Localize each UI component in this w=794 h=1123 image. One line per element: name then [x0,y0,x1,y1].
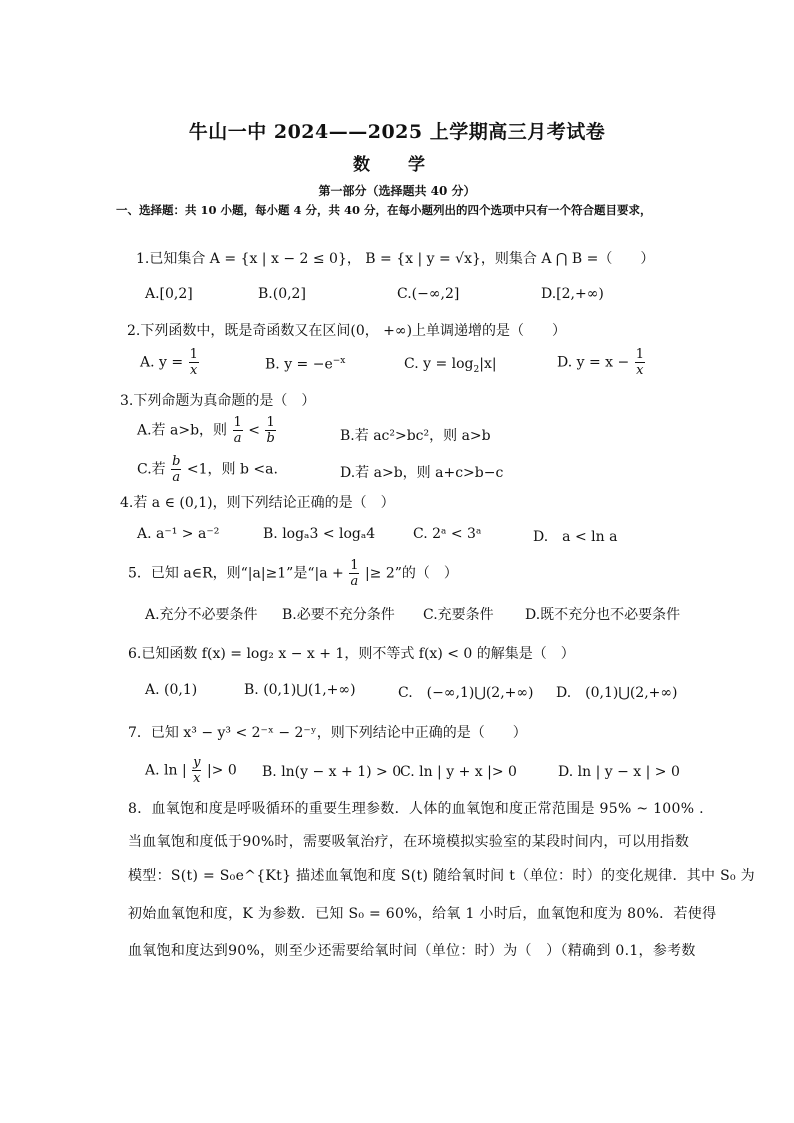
question-1-option-d: D.[2,+∞) [541,286,604,302]
fraction-denominator: a [233,431,242,446]
question-8-line-5: 血氧饱和度达到90%，则至少还需要给氧时间（单位：时）为（ ）（精确到 0.1，参考数 [128,943,696,959]
question-3-option-a-prefix: A.若 a>b，则 [137,422,228,439]
question-6-option-c: C. (−∞,1)⋃(2,+∞) [398,685,534,701]
question-6-option-a: A. (0,1) [145,682,198,698]
question-3-option-a-fraction-1 [233,416,243,445]
question-8-line-4: 初始血氧饱和度，K 为参数．已知 S₀ = 60%，给氧 1 小时后，血氧饱和度为 80%．若使得 [128,906,717,922]
question-8-line-3: 模型：S(t) = S₀e^{Kt} 描述血氧饱和度 S(t) 随给氧时间 t（单位：时）的变化规律．其中 S₀ 为 [128,868,755,884]
question-2-option-d-prefix: D. y = x − [557,354,630,371]
question-5-stem-suffix: |≥ 2”的（ ） [364,565,458,582]
question-4-option-d: D. a < ln a [533,529,618,545]
fraction-numerator: 1 [266,415,275,430]
question-2-option-b [265,356,345,373]
question-3-option-c [137,455,278,484]
fraction-numerator: b [172,454,181,469]
question-3-option-a [137,416,277,445]
question-1-option-b: B.(0,2] [258,286,306,302]
question-1-option-c: C.(−∞,2] [397,286,460,302]
fraction-numerator: 1 [189,347,198,362]
question-8-line-2: 当血氧饱和度低于90%时，需要吸氧治疗，在环境模拟实验室的某段时间内，可以用指数 [128,834,690,850]
question-3-option-b: B.若 ac²>bc²，则 a>b [340,428,491,444]
question-3-option-d: D.若 a>b，则 a+c>b−c [340,465,504,481]
question-2-stem: 2.下列函数中，既是奇函数又在区间(0， +∞)上单调递增的是（ ） [127,323,567,339]
fraction-denominator: x [190,363,198,378]
question-6-option-d: D. (0,1)⋃(2,+∞) [556,685,678,701]
question-5-option-b: B.必要不充分条件 [282,607,395,623]
fraction-denominator: x [193,771,201,786]
exam-title: 牛山一中 2024——2025 上学期高三月考试卷 [188,121,606,143]
question-6-stem: 6.已知函数 f(x) = log₂ x − x + 1，则不等式 f(x) < 0 的解集是（ ） [128,646,575,662]
question-5-stem [128,559,458,588]
question-3-option-c-suffix: <1，则 b <a. [186,461,278,478]
question-7-option-a-prefix: A. ln | [145,762,187,779]
question-7-option-a-suffix: |> 0 [206,762,237,779]
question-6-option-b: B. (0,1)⋃(1,+∞) [244,682,356,698]
fraction-numerator: 1 [233,415,242,430]
question-5-option-a: A.充分不必要条件 [145,607,258,623]
subject-heading: 数 学 [353,155,441,175]
question-7-option-c: C. ln | y + x |> 0 [400,764,517,780]
question-7-option-d: D. ln | y − x | > 0 [558,764,680,780]
fraction-numerator: 1 [350,558,359,573]
question-2-option-c [404,356,497,375]
question-3-option-c-fraction [171,455,181,484]
fraction-denominator: x [636,363,644,378]
question-5-stem-fraction [349,559,359,588]
fraction-denominator: a [172,470,181,485]
question-5-stem-prefix: 5．已知 a∈R，则“|a|≥1”是“|a + [128,565,344,582]
question-2-option-c-arg: |x| [479,356,497,372]
question-1-stem: 1.已知集合 A = {x | x − 2 ≤ 0}， B = {x | y = √x}，则集合 A ⋂ B =（ ） [136,251,655,267]
question-4-option-b: B. logₐ3 < logₐ4 [263,526,376,542]
question-7-option-a [145,756,237,785]
question-3-option-a-fraction-2 [265,416,275,445]
question-5-option-c: C.充要条件 [423,607,494,623]
question-5-option-d: D.既不充分也不必要条件 [525,607,681,623]
question-2-option-b-exponent: −x [332,356,346,366]
question-7-option-b: B. ln(y − x + 1) > 0 [262,764,402,780]
question-3-option-c-prefix: C.若 [137,461,166,478]
question-7-option-a-fraction [192,756,201,785]
question-2-option-a-fraction [189,348,199,377]
question-4-option-a: A. a⁻¹ > a⁻² [137,526,220,542]
question-1-option-a: A.[0,2] [145,286,193,302]
fraction-denominator: a [350,574,359,589]
question-8-line-1: 8．血氧饱和度是呼吸循环的重要生理参数．人体的血氧饱和度正常范围是 95% ~ 100% . [128,801,704,817]
section-instructions: 一、选择题：共 10 小题，每小题 4 分，共 40 分，在每小题列出的四个选项中只有一个符合题目要求， [116,203,652,217]
part-heading: 第一部分（选择题共 40 分） [318,184,476,198]
question-7-stem: 7．已知 x³ − y³ < 2⁻ˣ − 2⁻ʸ，则下列结论中正确的是（ ） [128,725,527,741]
question-2-option-a-prefix: A. y = [140,354,184,371]
question-2-option-d-fraction [635,348,645,377]
question-2-option-c-subscript: 2 [473,364,480,375]
fraction-numerator: 1 [635,347,644,362]
question-4-option-c: C. 2ᵃ < 3ᵃ [413,526,482,542]
question-3-stem: 3.下列命题为真命题的是（ ） [120,393,316,409]
question-2-option-d [557,348,646,377]
fraction-denominator: b [266,431,275,446]
question-4-stem: 4.若 a ∈ (0,1)，则下列结论正确的是（ ） [120,495,395,511]
fraction-numerator: y [193,755,201,770]
question-2-option-a [140,348,200,377]
question-2-option-c-base: C. y = log [404,356,474,372]
question-3-option-a-relation: < [248,422,260,439]
question-2-option-b-base: B. y = −e [265,356,333,373]
